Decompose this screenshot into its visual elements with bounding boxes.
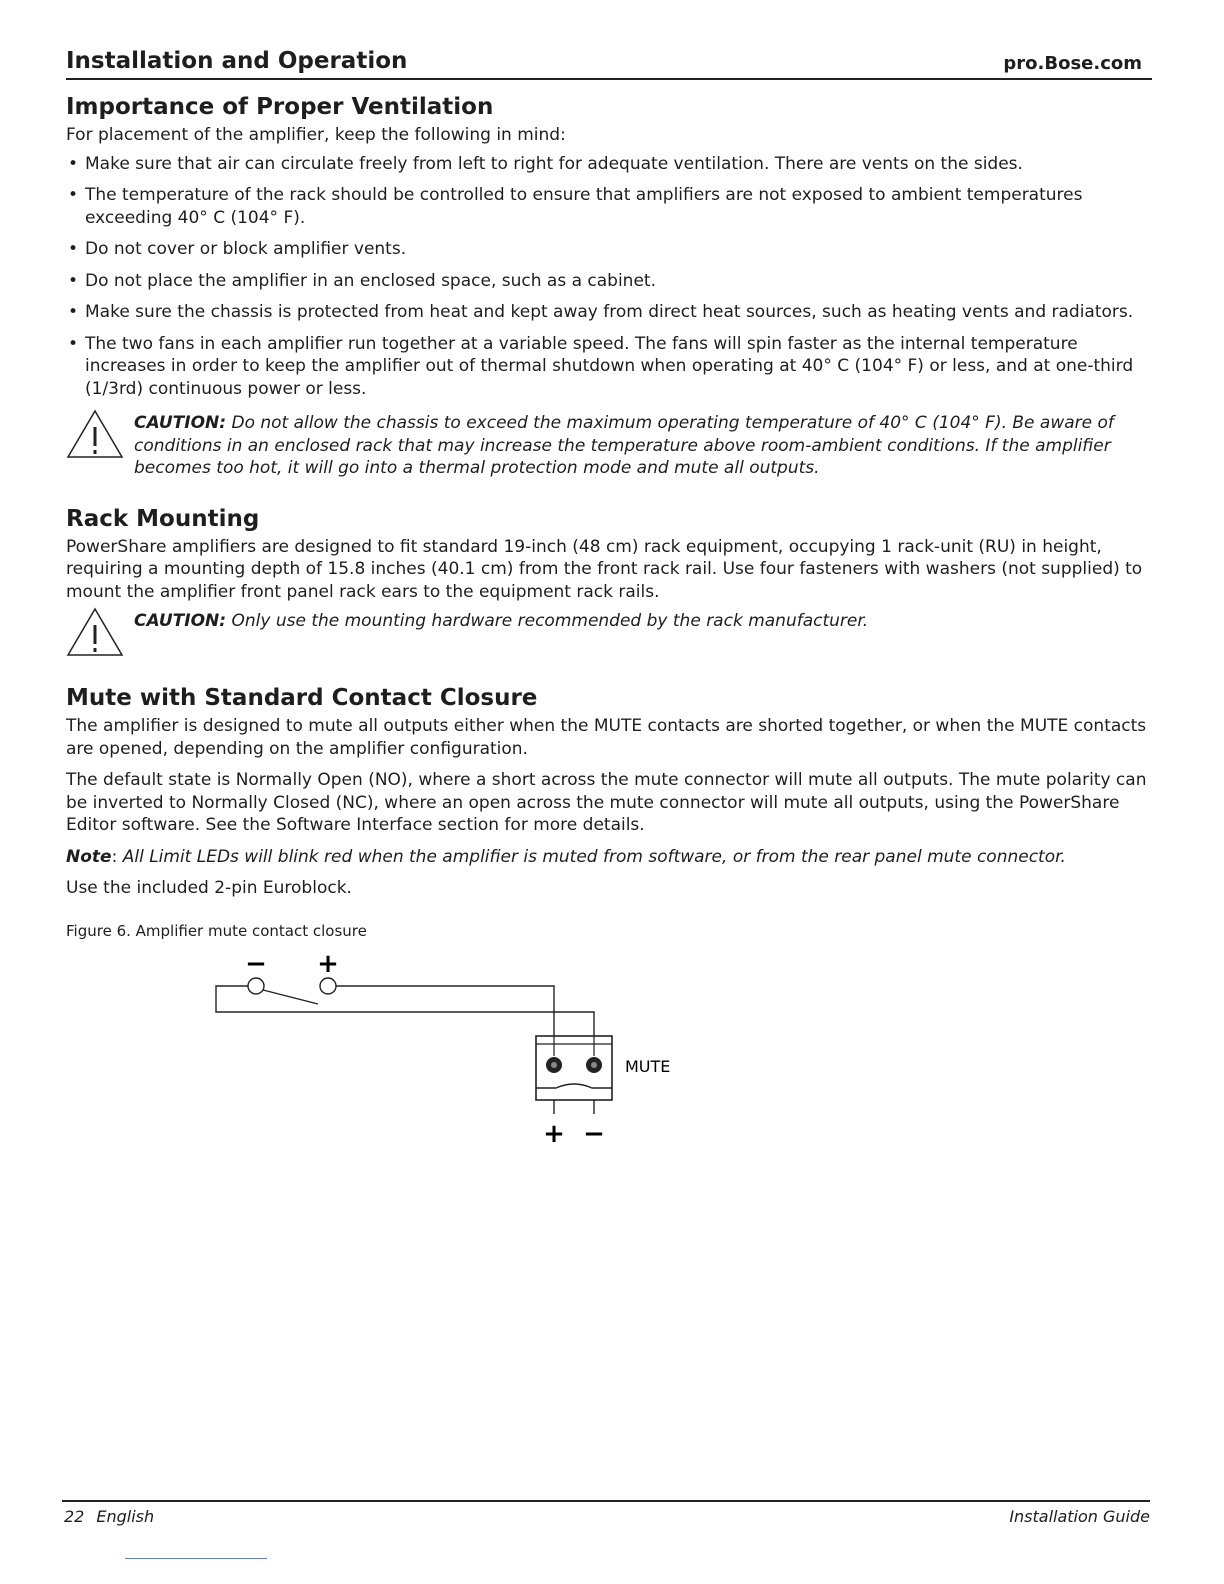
mute-heading: Mute with Standard Contact Closure [66, 685, 538, 711]
caution-rack [66, 607, 1152, 659]
euroblock-connector [536, 1036, 612, 1114]
pin-plus-label: + [543, 1119, 565, 1149]
warning-icon [66, 409, 124, 461]
list-item: • The temperature of the rack should be controlled to ensure that amplifiers are not exposed to ambient temperatures exceeding 40° C (104° F). [68, 185, 1083, 228]
switch-contact-left [248, 978, 264, 994]
figure-caption: Figure 6. Amplifier mute contact closure [66, 921, 367, 940]
caution-thermal-text: CAUTION: Do not allow the chassis to exceed the maximum operating temperature of 40° C (104° F). Be aware of conditions in an enclosed rack that may increase the temperature above room-ambient conditions. If the amplifier becomes too hot, it will go into a thermal protection mode and mute all outputs. [134, 413, 1114, 478]
list-item: • Do not cover or block amplifier vents. [68, 239, 407, 259]
switch-lever [263, 990, 318, 1004]
switch-contact-right [320, 978, 336, 994]
ventilation-intro: For placement of the amplifier, keep the following in mind: [66, 125, 566, 145]
list-item: • Do not place the amplifier in an enclosed space, such as a cabinet. [68, 270, 656, 291]
switch-minus-label: − [245, 949, 267, 979]
mute-para-3: Use the included 2-pin Euroblock. [66, 878, 352, 898]
mute-para-1: The amplifier is designed to mute all outputs either when the MUTE contacts are shorted together, or when the MUTE contacts are opened, depending on the amplifier configuration. [66, 716, 1147, 759]
ventilation-heading: Importance of Proper Ventilation [66, 94, 494, 120]
pin-minus-label: − [583, 1119, 605, 1149]
switch-plus-label: + [317, 949, 339, 979]
running-header [66, 40, 1152, 80]
mute-contact-diagram [66, 946, 706, 1156]
caution-thermal [66, 409, 1152, 480]
page-content [66, 40, 1152, 1156]
ventilation-list [66, 153, 1152, 401]
connector-label: MUTE [625, 1057, 671, 1076]
mute-note: Note: All Limit LEDs will blink red when the amplifier is muted from software, or from the rear panel mute connector. [66, 846, 1066, 867]
list-item: • The two fans in each amplifier run together at a variable speed. The fans will spin faster as the internal temperature increases in order to keep the amplifier out of thermal shutdown when operating at 40° C (104° F) or less, and at one-third (1/3rd) continuous power or less. [68, 333, 1134, 399]
warning-icon [66, 607, 124, 659]
list-item: • Make sure the chassis is protected from heat and kept away from direct heat sources, such as heating vents and radiators. [68, 302, 1134, 322]
rack-body: PowerShare amplifiers are designed to fit standard 19-inch (48 cm) rack equipment, occupying 1 rack-unit (RU) in height, requiring a mounting depth of 15.8 inches (40.1 cm) from the front rack rail. Use four fasteners with washers (not supplied) to mount the amplifier front panel rack ears to the equipment rack rails. [66, 536, 1143, 602]
rack-heading: Rack Mounting [66, 505, 260, 532]
mute-para-2: The default state is Normally Open (NO), where a short across the mute connector will mute all outputs. The mute polarity can be inverted to Normally Closed (NC), where an open across the mute connector will mute all outputs, using the PowerShare Editor software. See the Software Interface section for more details. [66, 770, 1147, 835]
wire-plus [336, 986, 554, 1086]
footer-page: 22 English [64, 1507, 155, 1526]
page-footer [62, 1500, 1150, 1526]
list-item: • Make sure that air can circulate freely from left to right for adequate ventilation. There are vents on the sides. [68, 153, 1023, 174]
caution-rack-text: CAUTION: Only use the mounting hardware recommended by the rack manufacturer. [134, 611, 869, 631]
scan-artifact-line [125, 1558, 267, 1559]
footer-doc: Installation Guide [1009, 1507, 1150, 1526]
header-site: pro.Bose.com [1003, 53, 1142, 74]
header-title: Installation and Operation [66, 48, 408, 74]
